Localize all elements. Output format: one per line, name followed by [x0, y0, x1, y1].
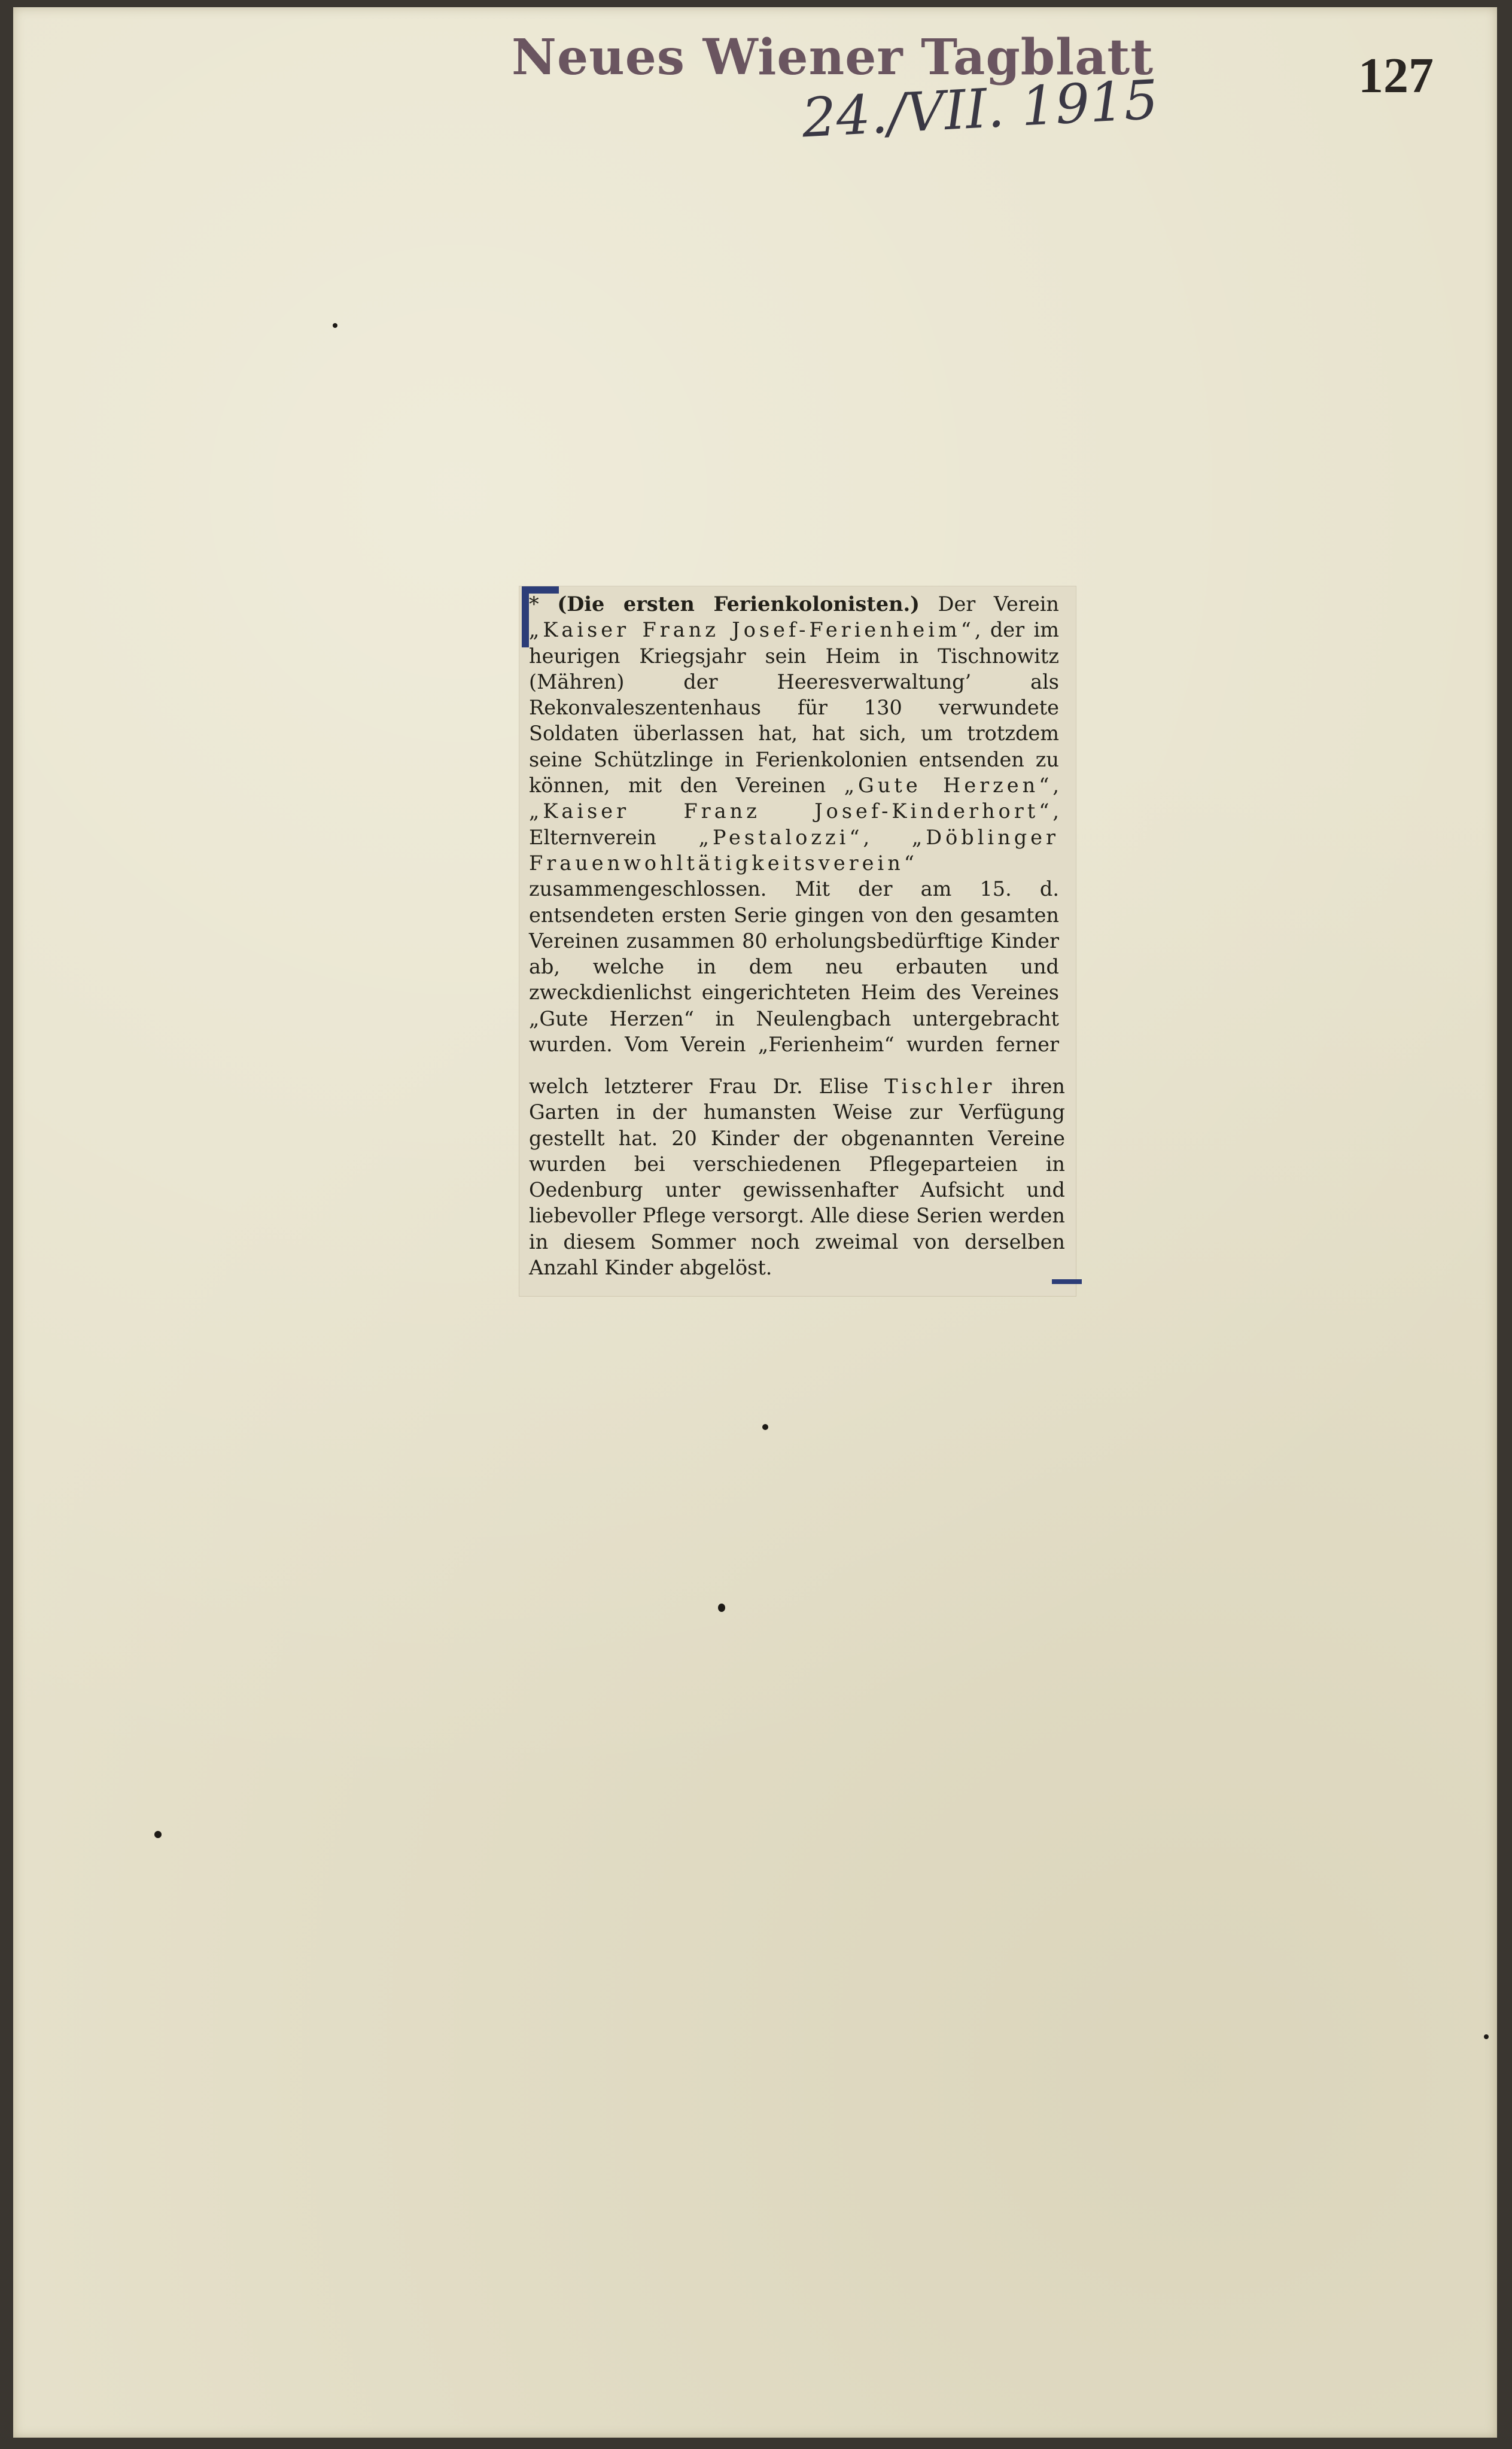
org-name: „Gute Herzen“ [844, 774, 1053, 798]
clipping-paragraph-2 [529, 1073, 1065, 1280]
clipping-part-1 [519, 586, 1070, 1059]
newspaper-clipping [519, 586, 1076, 1296]
blue-pencil-bracket-top-left [522, 586, 559, 647]
paper-speck [762, 1424, 768, 1430]
paper-speck [333, 323, 337, 328]
newspaper-title: Neues Wiener Tagblatt [512, 29, 1154, 86]
clipping-paragraph-1 [529, 591, 1059, 1059]
marker: * [529, 592, 558, 616]
text-run: zusammengeschlossen. Mit der am 15. d. entsendeten ersten Serie gingen von den gesamten Vereinen zusammen 80 erholungsbedürftige Kinder ab, welche in dem neu erbauten und zweckdienlichst eingerichteten Heim des Vereines „Gute Herzen“ in Neulengbach untergebracht wurden. Vom Verein „Ferienheim“ wurden ferner [529, 877, 1059, 1057]
org-name: „Kaiser Franz Josef-Kinderhort“ [529, 799, 1053, 823]
org-name: „Döblinger Frauenwohltätigkeitsverein“ [529, 825, 1059, 875]
text-run: , [1052, 774, 1059, 798]
org-name: „Kaiser Franz Josef-Ferienheim“ [529, 618, 975, 642]
text-run: welch letzterer Frau Dr. Elise [529, 1075, 885, 1098]
paper-speck [718, 1604, 725, 1612]
clipping-part-2 [519, 1069, 1076, 1296]
paper-speck [1484, 2034, 1489, 2039]
handwritten-date: 24./VII. 1915 [800, 68, 1160, 150]
org-name: „Pestalozzi“ [698, 825, 863, 849]
text-run: Der Verein [920, 592, 1059, 616]
person-name: Tischler [884, 1075, 996, 1098]
blue-pencil-mark-bottom-right [1052, 1279, 1082, 1284]
paper-speck [154, 1831, 162, 1838]
page-number: 127 [1358, 48, 1434, 104]
text-run: , Elternverein [529, 799, 1059, 849]
article-heading: (Die ersten Ferienkolonisten.) [557, 592, 920, 616]
text-run: , [863, 825, 912, 849]
text-run: ihren Garten in der humansten Weise zur Verfügung gestellt hat. 20 Kinder der obgenannten Vereine wurden bei verschiedenen Pflegeparteien in Oedenburg unter gewissenhafter Aufsicht und liebevoller Pflege versorgt. Alle diese Serien werden in diesem Sommer noch zweimal von derselben Anzahl Kinder abgelöst. [529, 1075, 1065, 1280]
text-run: , der im heurigen Kriegsjahr sein Heim in Tischnowitz (Mähren) der Heeresverwaltung’ als Rekonvaleszentenhaus für 130 verwundete Soldaten überlassen hat, hat sich, um trotzdem seine Schützlinge in Ferienkolonien entsenden zu können, mit den Vereinen [529, 618, 1059, 798]
